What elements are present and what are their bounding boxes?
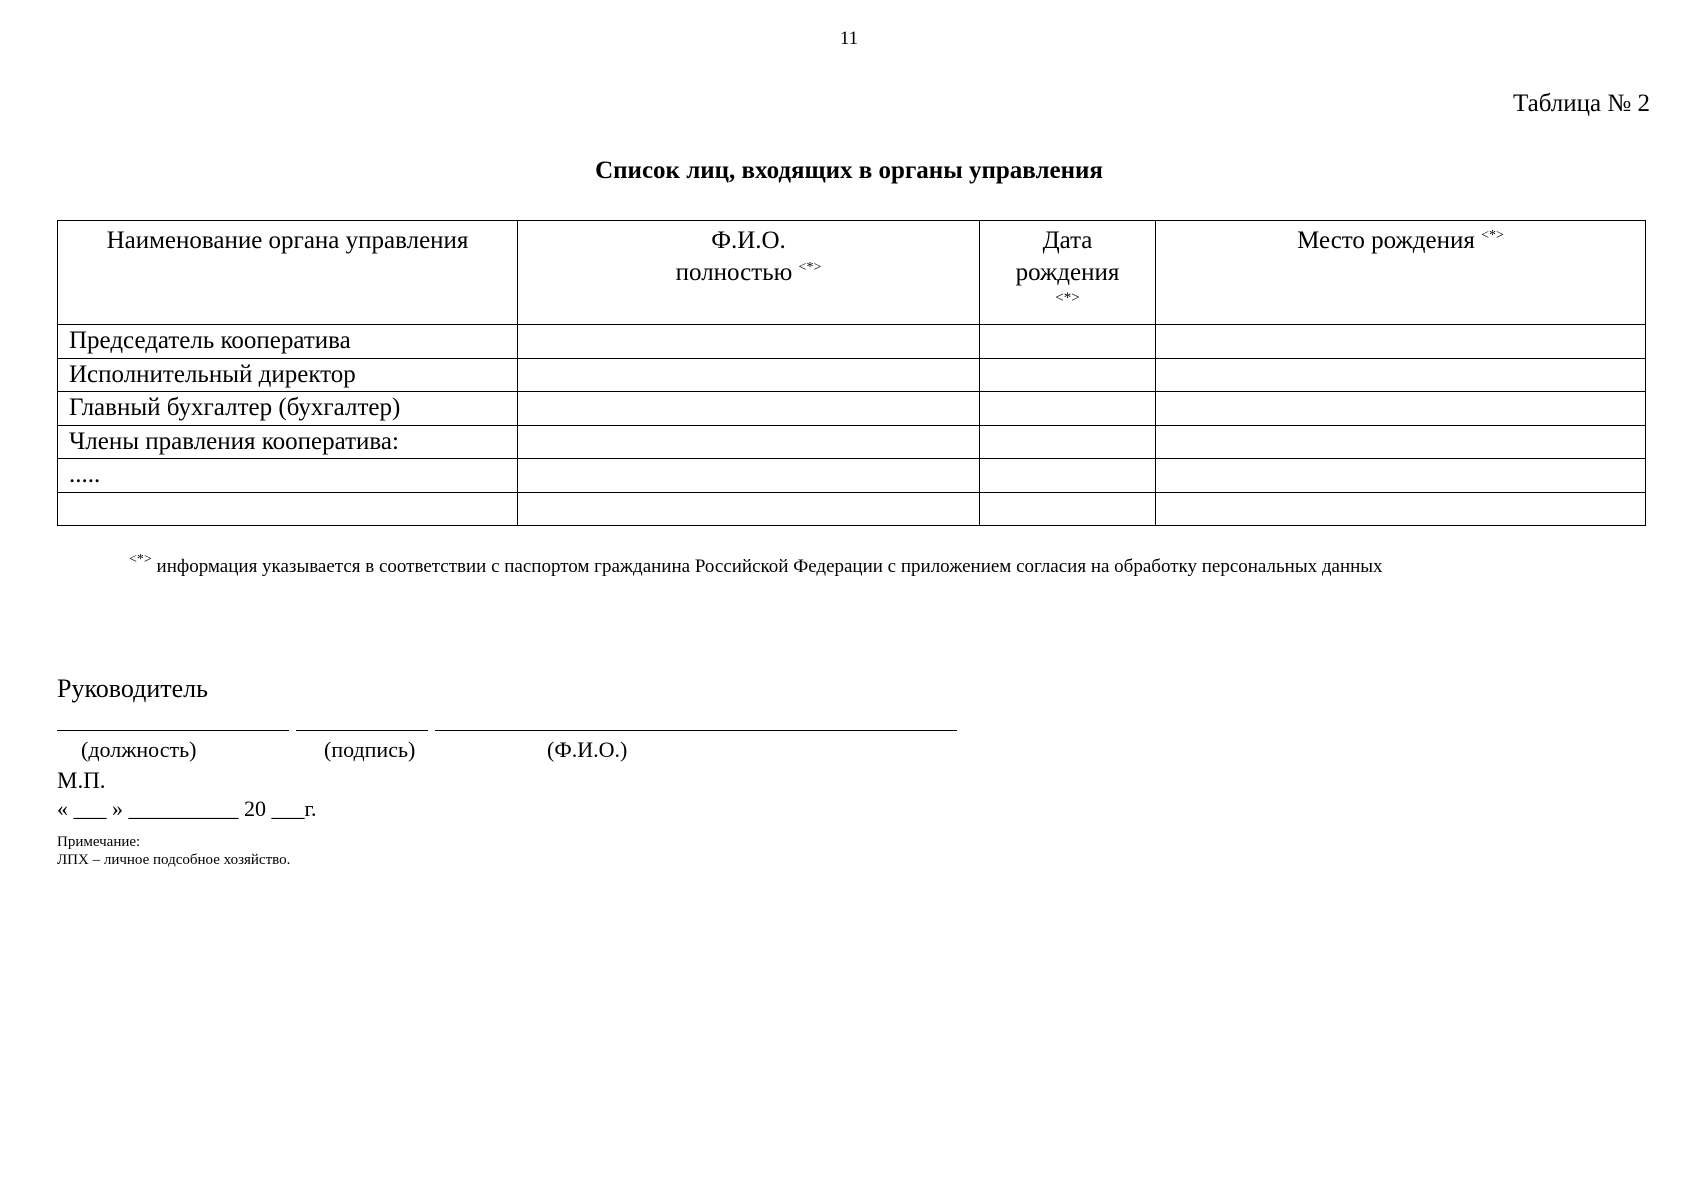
header-birth-date-line2: рождения	[1015, 259, 1120, 286]
footnote-text: информация указывается в соответствии с паспортом гражданина Российской Федерации с приложением согласия на обработку персональных данных	[156, 556, 1383, 577]
stamp-label: М.П.	[57, 768, 106, 793]
header-body-name-text: Наименование органа управления	[106, 227, 469, 254]
full-name-cell	[518, 459, 980, 493]
name-caption: (Ф.И.О.)	[547, 737, 628, 762]
header-full-name	[518, 221, 980, 325]
birth-date-cell	[980, 325, 1156, 359]
head-label: Руководитель	[57, 674, 208, 703]
header-birth-date-mark: <*>	[1055, 290, 1080, 306]
position-caption: (должность)	[81, 737, 197, 762]
table-row	[58, 325, 1646, 359]
header-birth-date	[980, 221, 1156, 325]
header-birth-place-text: Место рождения	[1297, 227, 1475, 254]
full-name-cell	[518, 358, 980, 392]
birth-place-cell	[1156, 492, 1646, 525]
birth-place-cell	[1156, 392, 1646, 426]
birth-place-cell	[1156, 425, 1646, 459]
header-birth-date-line1: Дата	[1042, 227, 1093, 254]
signature-caption: (подпись)	[324, 737, 416, 762]
row-label: Главный бухгалтер (бухгалтер)	[58, 392, 518, 426]
document-title: Список лиц, входящих в органы управления	[595, 157, 1103, 184]
position-line	[57, 730, 289, 731]
full-name-cell	[518, 425, 980, 459]
management-bodies-table	[57, 220, 1646, 526]
page-number: 11	[839, 28, 859, 49]
header-birth-place-mark: <*>	[1481, 228, 1504, 243]
header-full-name-line2: полностью	[675, 259, 793, 286]
row-label: Председатель кооператива	[58, 325, 518, 359]
row-label	[58, 492, 518, 525]
header-body-name	[58, 221, 518, 325]
birth-date-cell	[980, 392, 1156, 426]
table-row	[58, 358, 1646, 392]
full-name-cell	[518, 325, 980, 359]
footnote-mark: <*>	[129, 552, 152, 567]
table-row	[58, 425, 1646, 459]
birth-place-cell	[1156, 459, 1646, 493]
table-label: Таблица № 2	[1512, 90, 1650, 117]
birth-place-cell	[1156, 358, 1646, 392]
row-label: .....	[58, 459, 518, 493]
note-label: Примечание:	[57, 834, 141, 850]
birth-date-cell	[980, 425, 1156, 459]
header-full-name-mark: <*>	[798, 260, 822, 275]
full-name-cell	[518, 492, 980, 525]
full-name-cell	[518, 392, 980, 426]
name-line	[435, 730, 957, 731]
row-label: Исполнительный директор	[58, 358, 518, 392]
header-full-name-line1: Ф.И.О.	[711, 227, 786, 254]
birth-place-cell	[1156, 325, 1646, 359]
birth-date-cell	[980, 358, 1156, 392]
table-row	[58, 459, 1646, 493]
note-text: ЛПХ – личное подсобное хозяйство.	[57, 852, 291, 868]
row-label: Члены правления кооператива:	[58, 425, 518, 459]
header-birth-place	[1156, 221, 1646, 325]
table-row	[58, 492, 1646, 525]
birth-date-cell	[980, 492, 1156, 525]
table-header-row	[58, 221, 1646, 325]
birth-date-cell	[980, 459, 1156, 493]
table-row	[58, 392, 1646, 426]
date-line: « ___ » __________ 20 ___г.	[57, 796, 317, 821]
signature-line	[296, 730, 428, 731]
footnote	[129, 552, 1383, 578]
